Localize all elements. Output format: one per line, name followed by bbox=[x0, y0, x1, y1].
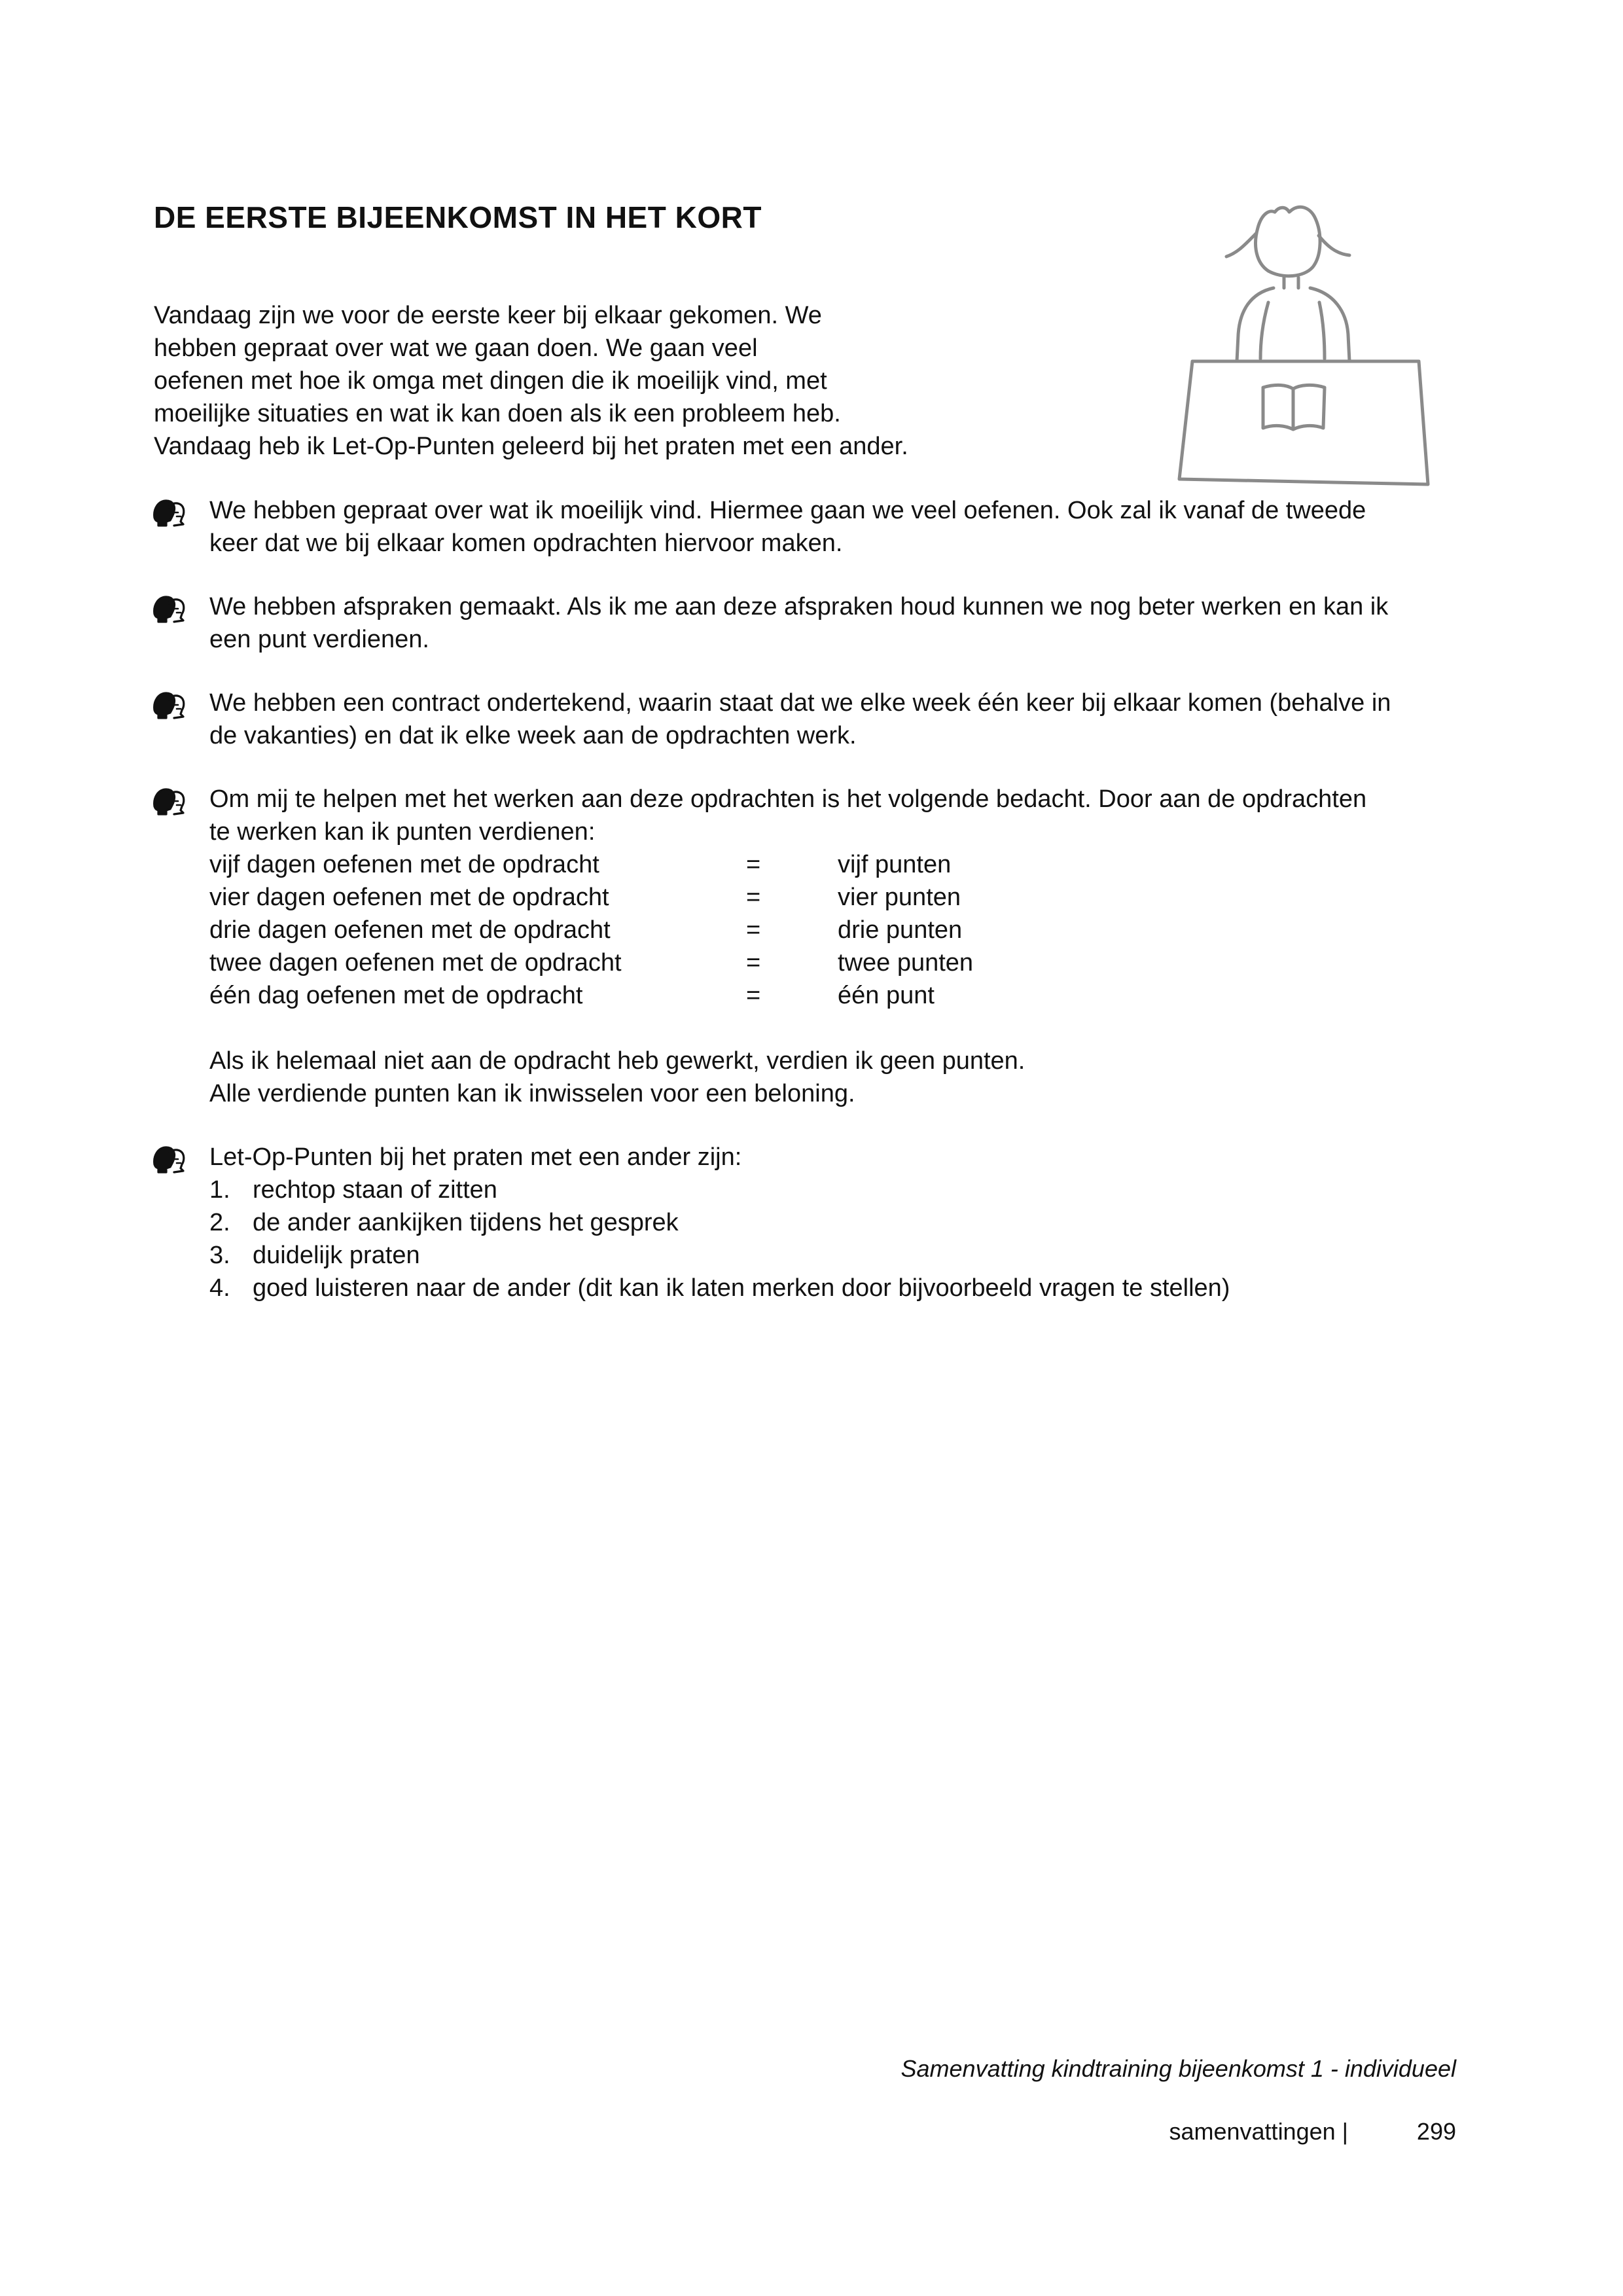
bullet-line: Om mij te helpen met het werken aan deze opdrachten is het volgende bedacht. Door aan de opdrachten bbox=[209, 785, 1367, 813]
item-number: 1. bbox=[209, 1176, 230, 1204]
bullet-line: We hebben afspraken gemaakt. Als ik me aan deze afspraken houd kunnen we nog beter werken en kan ik bbox=[209, 593, 1389, 620]
points-note bbox=[209, 1045, 1480, 1110]
bullet-item bbox=[152, 590, 1480, 656]
item-number: 2. bbox=[209, 1209, 230, 1236]
footer-section-label: samenvattingen | bbox=[1169, 2118, 1348, 2145]
points-value: twee punten bbox=[838, 949, 974, 977]
points-condition: vijf dagen oefenen met de opdracht bbox=[209, 851, 599, 878]
points-equals: = bbox=[746, 982, 761, 1009]
talking-heads-icon bbox=[152, 1145, 186, 1174]
bullet-line: We hebben gepraat over wat ik moeilijk vind. Hiermee gaan we veel oefenen. Ook zal ik vanaf de tweede bbox=[209, 497, 1366, 524]
bullet-item bbox=[152, 494, 1480, 560]
numbered-item bbox=[209, 1206, 1480, 1239]
points-row bbox=[209, 848, 1480, 881]
intro-line: oefenen met hoe ik omga met dingen die ik moeilijk vind, met bbox=[154, 367, 827, 395]
bullet-line: We hebben een contract ondertekend, waarin staat dat we elke week één keer bij elkaar komen (behalve in bbox=[209, 689, 1391, 717]
points-equals: = bbox=[746, 916, 761, 944]
page-title: DE EERSTE BIJEENKOMST IN HET KORT bbox=[154, 200, 762, 234]
numbered-item bbox=[209, 1174, 1480, 1206]
intro-line: Vandaag heb ik Let-Op-Punten geleerd bij het praten met een ander. bbox=[154, 433, 908, 460]
points-value: drie punten bbox=[838, 916, 963, 944]
points-value: vier punten bbox=[838, 884, 961, 911]
points-row bbox=[209, 881, 1480, 914]
item-number: 4. bbox=[209, 1274, 230, 1302]
note-line: Als ik helemaal niet aan de opdracht heb gewerkt, verdien ik geen punten. bbox=[209, 1047, 1026, 1075]
bullet-item bbox=[152, 687, 1480, 752]
points-equals: = bbox=[746, 884, 761, 911]
points-condition: één dag oefenen met de opdracht bbox=[209, 982, 583, 1009]
bullet-list bbox=[152, 494, 1480, 1304]
bullet-item bbox=[152, 783, 1480, 1110]
talking-heads-icon bbox=[152, 594, 186, 623]
bullet-line: een punt verdienen. bbox=[209, 626, 429, 653]
item-text: de ander aankijken tijdens het gesprek bbox=[253, 1209, 679, 1236]
talking-heads-icon bbox=[152, 787, 186, 816]
points-equals: = bbox=[746, 949, 761, 977]
points-value: vijf punten bbox=[838, 851, 952, 878]
intro-line: Vandaag zijn we voor de eerste keer bij elkaar gekomen. We bbox=[154, 302, 822, 329]
talking-heads-icon bbox=[152, 691, 186, 719]
numbered-item bbox=[209, 1239, 1480, 1272]
talking-heads-icon bbox=[152, 498, 186, 527]
intro-paragraph bbox=[154, 299, 1044, 463]
bullet-item bbox=[152, 1141, 1480, 1304]
item-text: goed luisteren naar de ander (dit kan ik laten merken door bijvoorbeeld vragen te stellen) bbox=[253, 1274, 1230, 1302]
points-row bbox=[209, 914, 1480, 946]
points-condition: vier dagen oefenen met de opdracht bbox=[209, 884, 609, 911]
numbered-item bbox=[209, 1272, 1480, 1304]
points-row bbox=[209, 946, 1480, 979]
points-condition: twee dagen oefenen met de opdracht bbox=[209, 949, 622, 977]
points-condition: drie dagen oefenen met de opdracht bbox=[209, 916, 611, 944]
item-number: 3. bbox=[209, 1242, 230, 1269]
bullet-line: keer dat we bij elkaar komen opdrachten hiervoor maken. bbox=[209, 529, 843, 557]
points-value: één punt bbox=[838, 982, 935, 1009]
item-text: duidelijk praten bbox=[253, 1242, 420, 1269]
page-number: 299 bbox=[1416, 2118, 1456, 2145]
note-line: Alle verdiende punten kan ik inwisselen voor een beloning. bbox=[209, 1080, 855, 1107]
intro-line: hebben gepraat over wat we gaan doen. We gaan veel bbox=[154, 334, 758, 362]
intro-line: moeilijke situaties en wat ik kan doen als ik een probleem heb. bbox=[154, 400, 841, 427]
points-equals: = bbox=[746, 851, 761, 878]
item-text: rechtop staan of zitten bbox=[253, 1176, 497, 1204]
bullet-line: de vakanties) en dat ik elke week aan de opdrachten werk. bbox=[209, 722, 857, 749]
bullet-line: te werken kan ik punten verdienen: bbox=[209, 818, 596, 846]
bullet-line: Let-Op-Punten bij het praten met een ander zijn: bbox=[209, 1143, 742, 1171]
points-row bbox=[209, 979, 1480, 1012]
points-table bbox=[209, 848, 1480, 1012]
girl-reading-illustration bbox=[1158, 190, 1459, 491]
page-caption: Samenvatting kindtraining bijeenkomst 1 - individueel bbox=[901, 2055, 1456, 2082]
